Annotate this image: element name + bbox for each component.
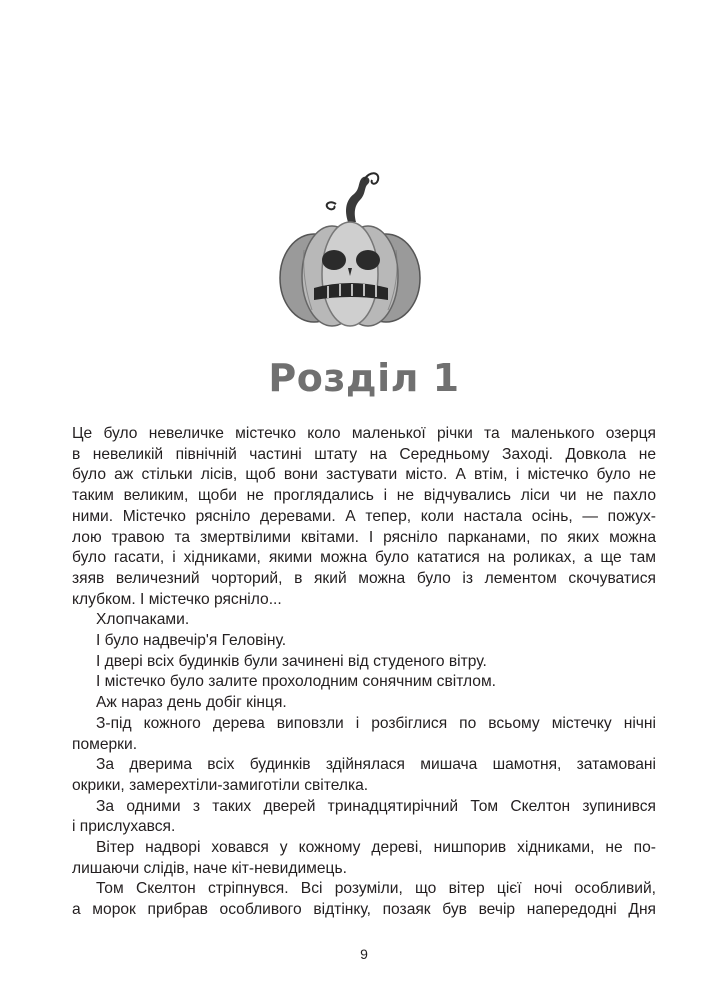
- text-line: окрики, замерехтіли-замиготіли світелка.: [72, 776, 369, 794]
- text-line: За одними з таких дверей тринадцятирічний Том Скелтон зупинився: [96, 797, 656, 815]
- text-line: Хлопчаками.: [96, 611, 190, 629]
- text-line: І було надвечір'я Геловіну.: [96, 632, 287, 650]
- pumpkin-left-eye: [322, 250, 346, 270]
- text-line: лишаючи слідів, наче кіт-невидимець.: [72, 859, 347, 877]
- chapter-title: Розділ 1: [268, 356, 460, 400]
- text-line: Том Скелтон стріпнувся. Всі розуміли, що вітер цієї ночі особливий,: [96, 880, 656, 898]
- text-line: За дверима всіх будинків здійнялася мишача шамотня, затамовані: [96, 756, 656, 774]
- text-line: З-під кожного дерева виповзли і розбіглися по всьому містечку нічні: [96, 714, 656, 732]
- pumpkin-skull-illustration: [274, 160, 426, 330]
- page-number: 9: [360, 946, 368, 962]
- text-line: і прислухався.: [72, 818, 176, 836]
- pumpkin-stem: [346, 177, 369, 222]
- text-line: а морок прибрав особливого відтінку, позаяк був вечір напередодні Дня: [72, 901, 656, 919]
- text-line: І містечко було залите прохолодним сонячним світлом.: [96, 673, 497, 691]
- text-line: Це було невеличке містечко коло маленької річки та маленького озерця: [72, 425, 656, 442]
- text-line: Вітер надворі ховався у кожному дереві, нишпорив хідниками, не по-: [96, 839, 656, 857]
- text-line: померки.: [72, 735, 138, 753]
- text-line: лою травою та змертвілими квітами. І рясніло парканами, по яких можна: [72, 528, 656, 546]
- text-line: зяяв величезний чорторий, в який можна було із лементом скочуватися: [72, 569, 656, 587]
- text-line: ними. Містечко рясніло деревами. А тепер, коли настала осінь, — пожух-: [72, 507, 656, 525]
- text-line: клубком. І містечко рясніло...: [72, 590, 282, 608]
- text-line: таким великим, щоби не проглядались і не відчувались ліси чи не пахло: [72, 487, 656, 505]
- text-line: Аж нараз день добіг кінця.: [96, 694, 287, 712]
- chapter-body-text: [72, 424, 656, 921]
- pumpkin-right-eye: [356, 250, 380, 270]
- text-line: було гасати, і хідниками, якими можна було кататися на роликах, а ще там: [72, 549, 656, 567]
- text-line: було аж стільки лісів, щоб вони застувати місто. А втім, і містечко було не: [72, 466, 656, 484]
- text-line: І двері всіх будинків були зачинені від студеного вітру.: [96, 652, 487, 670]
- text-line: в невеликій північній частині штату на Середньому Заході. Довкола не: [72, 445, 656, 463]
